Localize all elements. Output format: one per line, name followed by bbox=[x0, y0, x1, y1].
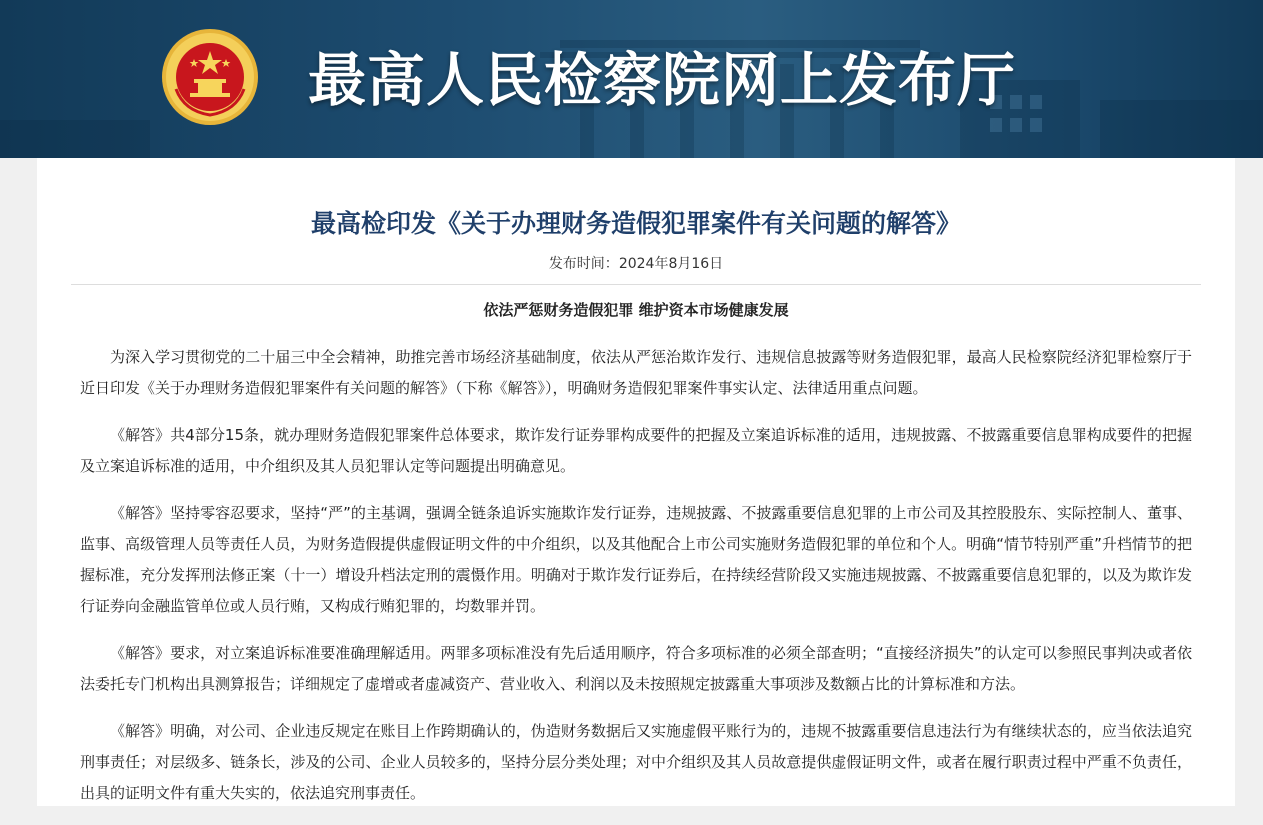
article-paragraph: 为深入学习贯彻党的二十届三中全会精神，助推完善市场经济基础制度，依法从严惩治欺诈发行、违规信息披露等财务造假犯罪，最高人民检察院经济犯罪检察厅于近日印发《关于办理财务造假犯罪案件有关问题的解答》（下称《解答》），明确财务造假犯罪案件事实认定、法律适用重点问题。 bbox=[80, 348, 1192, 397]
article-paragraph: 《解答》坚持零容忍要求，坚持“严”的主基调，强调全链条追诉实施欺诈发行证券，违规披露、不披露重要信息犯罪的上市公司及其控股股东、实际控制人、董事、监事、高级管理人员等责任人员，为财务造假提供虚假证明文件的中介组织，以及其他配合上市公司实施财务造假犯罪的单位和个人。明确“情节特别严重”升档情节的把握标准，充分发挥刑法修正案（十一）增设升档法定刑的震慑作用。明确对于欺诈发行证券后，在持续经营阶段又实施违规披露、不披露重要信息犯罪的，以及为欺诈发行证券向金融监管单位或人员行贿，又构成行贿犯罪的，均数罪并罚。 bbox=[80, 504, 1192, 615]
article-paragraph: 《解答》要求，对立案追诉标准要准确理解适用。两罪多项标准没有先后适用顺序，符合多项标准的必须全部查明；“直接经济损失”的认定可以参照民事判决或者依法委托专门机构出具测算报告；详细规定了虚增或者虚减资产、营业收入、利润以及未按照规定披露重大事项涉及数额占比的计算标准和方法。 bbox=[80, 644, 1192, 693]
publish-date-label: 发布时间： bbox=[548, 256, 619, 272]
procuratorate-emblem-icon bbox=[160, 27, 260, 127]
article-container bbox=[37, 158, 1235, 806]
article-body bbox=[80, 342, 1192, 825]
publish-date-value: 2024年8月16日 bbox=[618, 256, 724, 272]
title-divider bbox=[71, 284, 1201, 285]
article-title: 最高检印发《关于办理财务造假犯罪案件有关问题的解答》 bbox=[310, 209, 961, 238]
article-paragraph: 《解答》共4部分15条，就办理财务造假犯罪案件总体要求，欺诈发行证券罪构成要件的把握及立案追诉标准的适用，违规披露、不披露重要信息罪构成要件的把握及立案追诉标准的适用，中介组织及其人员犯罪认定等问题提出明确意见。 bbox=[80, 426, 1192, 475]
site-title: 最高人民检察院网上发布厅 bbox=[308, 46, 1017, 114]
article-subheading: 依法严惩财务造假犯罪 维护资本市场健康发展 bbox=[483, 301, 789, 319]
site-header-banner bbox=[0, 0, 1263, 158]
publish-date bbox=[37, 254, 1235, 274]
article-paragraph: 《解答》明确，对公司、企业违反规定在账目上作跨期确认的，伪造财务数据后又实施虚假平账行为的，违规不披露重要信息违法行为有继续状态的，应当依法追究刑事责任；对层级多、链条长，涉及的公司、企业人员较多的，坚持分层分类处理；对中介组织及其人员故意提供虚假证明文件，或者在履行职责过程中严重不负责任，出具的证明文件有重大失实的，依法追究刑事责任。 bbox=[80, 722, 1192, 802]
